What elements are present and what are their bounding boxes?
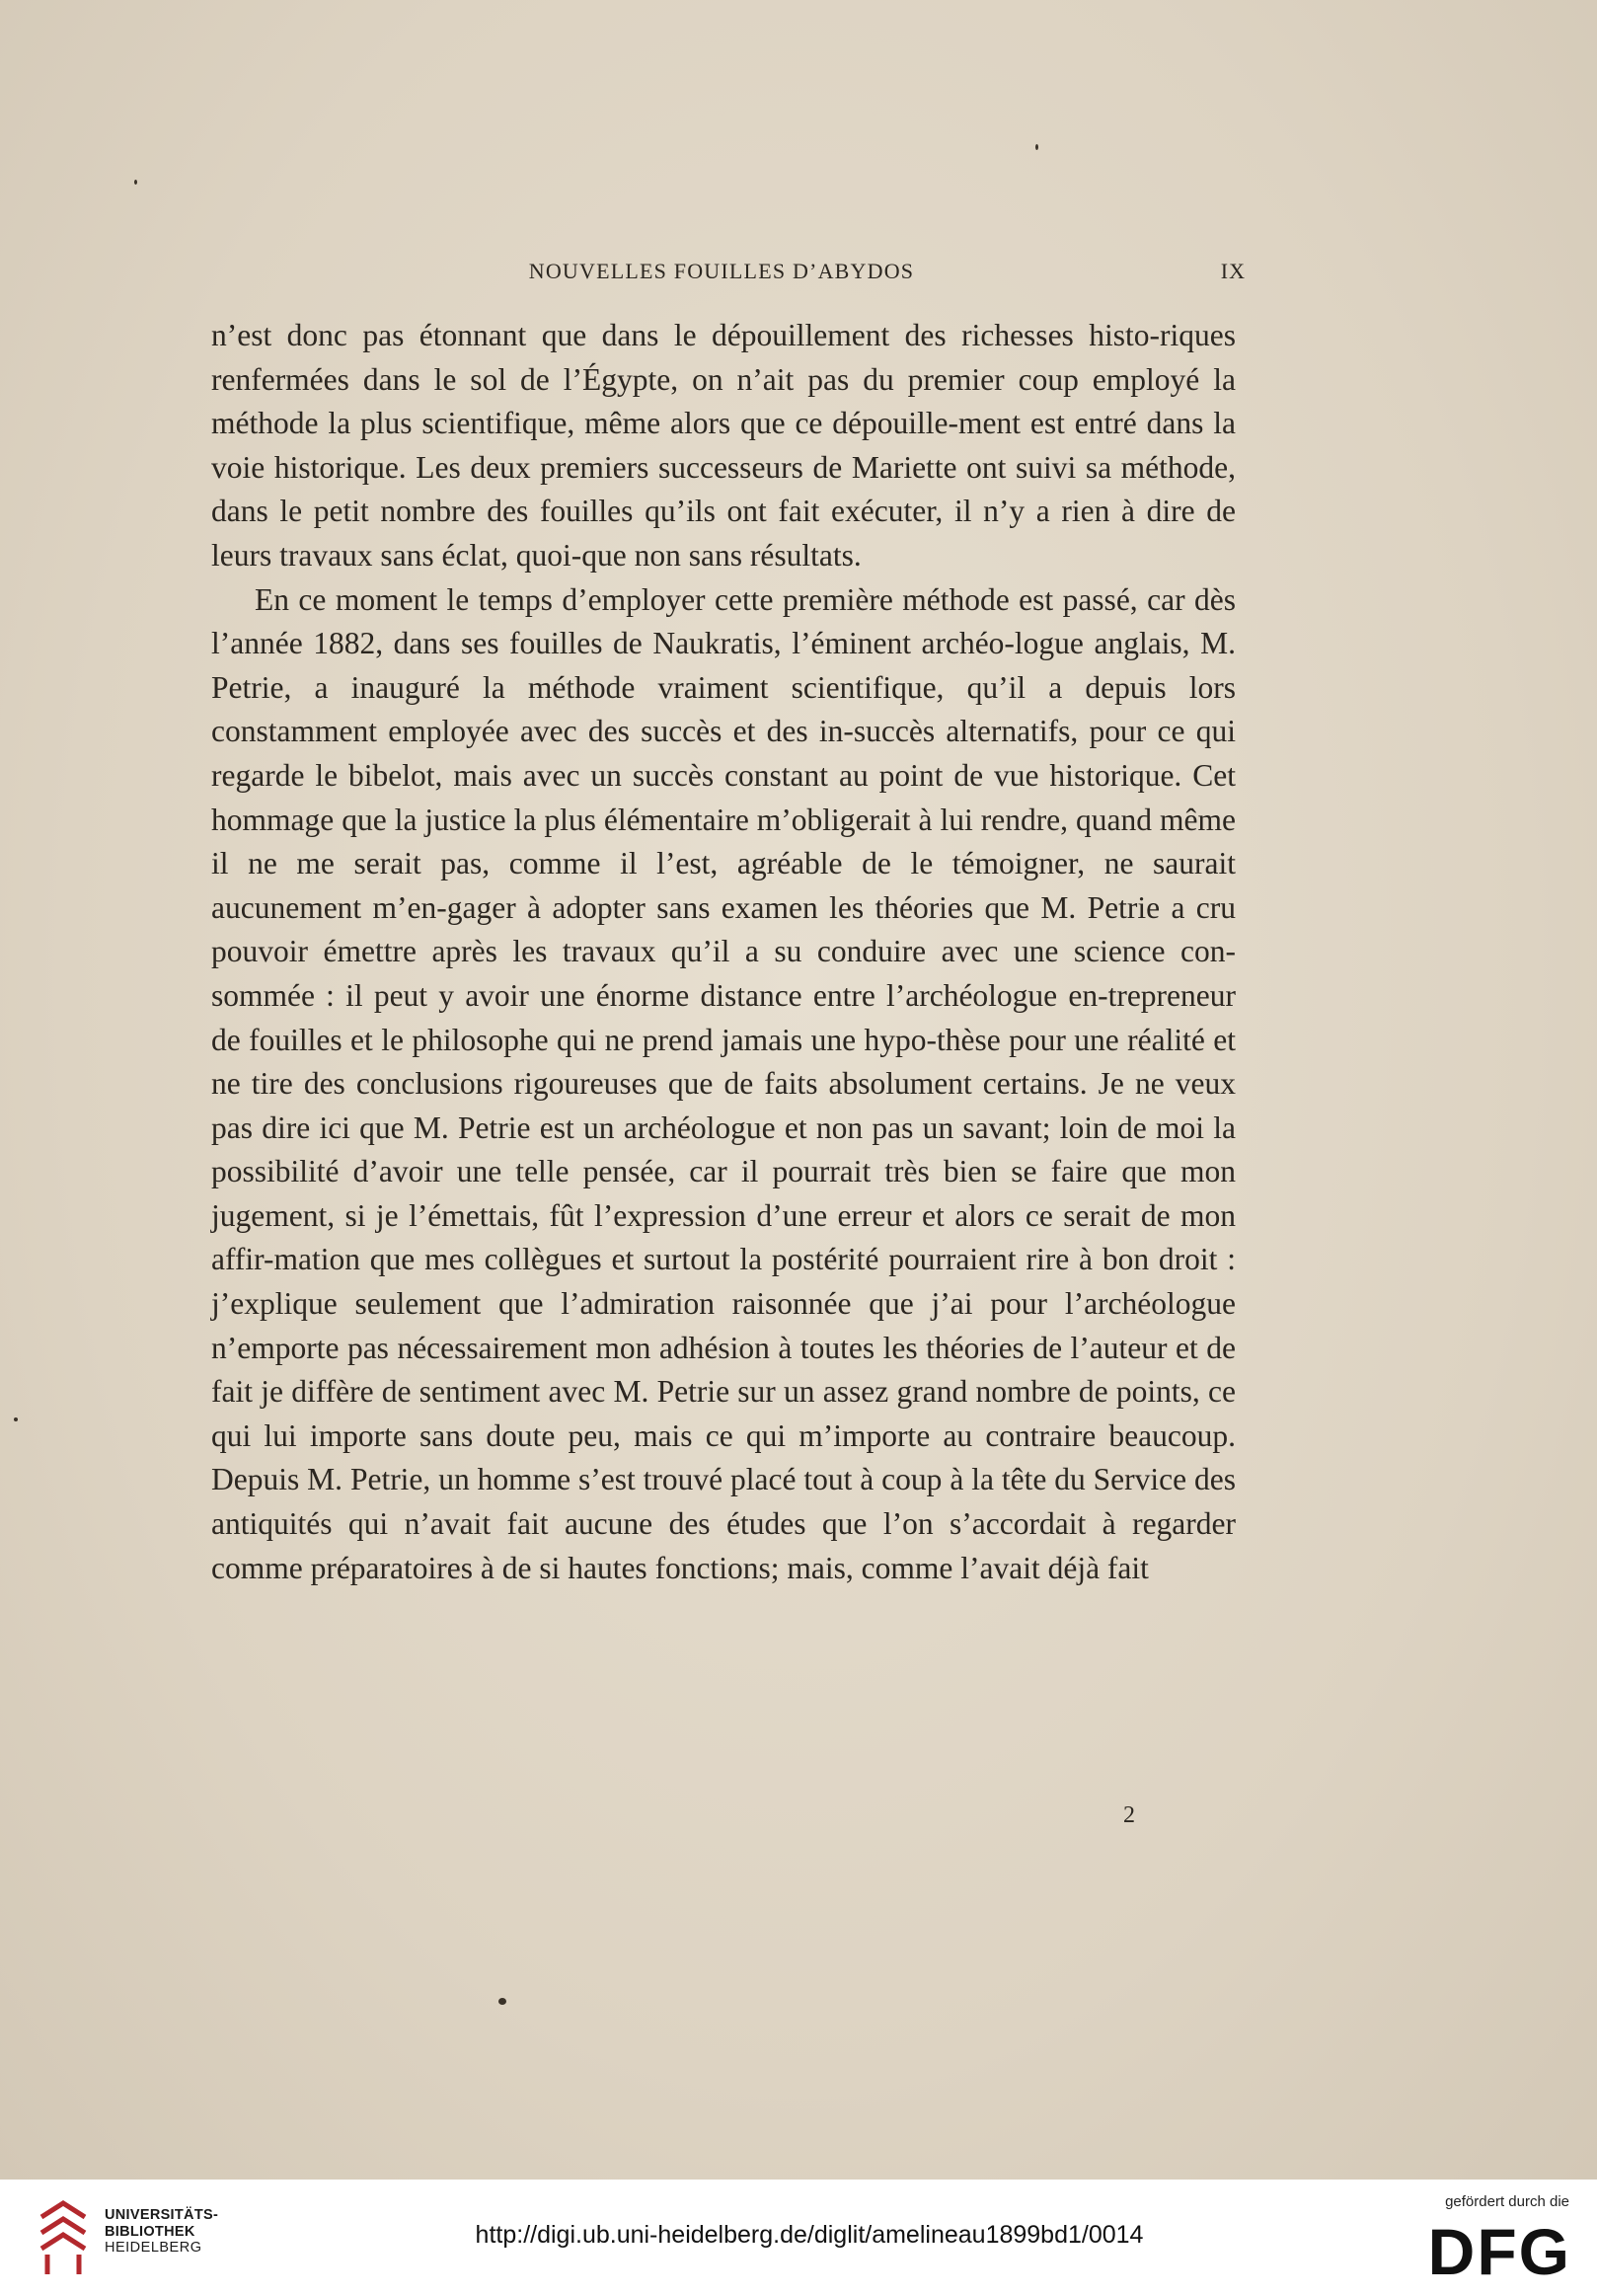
running-title: NOUVELLES FOUILLES D’ABYDOS xyxy=(528,259,915,283)
signature-mark: 2 xyxy=(1123,1802,1135,1828)
paragraph: n’est donc pas étonnant que dans le dépouillement des richesses histo-riques renfermées dans le sol de l’Égypte, on n’ait pas du premier coup employé la méthode la plus scientifique, même alors que ce dépouille-ment est entré dans la voie historique. Les deux premiers successeurs de Mariette ont suivi sa méthode, dans le petit nombre des fouilles qu’ils ont fait exécuter, il n’y a rien à dire de leurs travaux sans éclat, quoi-que non sans résultats. xyxy=(211,318,1236,573)
ink-speck xyxy=(1035,144,1038,150)
permalink-url[interactable]: http://digi.ub.uni-heidelberg.de/diglit/amelineau1899bd1/0014 xyxy=(475,2221,1144,2249)
running-header xyxy=(197,255,1246,290)
library-logo-icon xyxy=(34,2195,93,2278)
dfg-logo: DFG xyxy=(1427,2215,1571,2288)
library-name-line: HEIDELBERG xyxy=(105,2240,202,2256)
library-name-line: UNIVERSITÄTS- xyxy=(105,2207,219,2223)
library-name xyxy=(105,2207,218,2257)
library-name-line: BIBLIOTHEK xyxy=(105,2223,195,2240)
body-text xyxy=(211,314,1236,1590)
folio: IX xyxy=(1220,259,1246,283)
ink-speck xyxy=(14,1417,18,1421)
funded-by-label: gefördert durch die xyxy=(1445,2193,1569,2210)
ink-speck xyxy=(498,1998,506,2005)
ink-speck xyxy=(134,180,137,185)
paragraph: En ce moment le temps d’employer cette première méthode est passé, car dès l’année 1882, dans ses fouilles de Naukratis, l’éminent archéo-logue anglais, M. Petrie, a inauguré la méthode vraiment scientifique, qu’il a depuis lors constamment employée avec des succès et des in-succès alternatifs, pour ce qui regarde le bibelot, mais avec un succès constant au point de vue historique. Cet hommage que la justice la plus élémentaire m’obligerait à lui rendre, quand même il ne me serait pas, comme il l’est, agréable de le témoigner, ne saurait aucunement m’en-gager à adopter sans examen les théories que M. Petrie a cru pouvoir émettre après les travaux qu’il a su conduire avec une science con-sommée : il peut y avoir une énorme distance entre l’archéologue en-trepreneur de fouilles et le philosophe qui ne prend jamais une hypo-thèse pour une réalité et ne tire des conclusions rigoureuses que de faits absolument certains. Je ne veux pas dire ici que M. Petrie est un archéologue et non pas un savant; loin de moi la possibilité d’avoir une telle pensée, car il pourrait très bien se faire que mon jugement, si je l’émettais, fût l’expression d’une erreur et alors ce serait de mon affir-mation que mes collègues et surtout la postérité pourraient rire à bon droit : j’explique seulement que l’admiration raisonnée que j’ai pour l’archéologue n’emporte pas nécessairement mon adhésion à toutes les théories de l’auteur et de fait je diffère de sentiment avec M. Petrie sur un assez grand nombre de points, ce qui lui importe sans doute peu, mais ce qui m’importe au contraire beaucoup. Depuis M. Petrie, un homme s’est trouvé placé tout à coup à la tête du Service des antiquités qui n’avait fait aucune des études que l’on s’accordait à regarder comme préparatoires à de si hautes fonctions; mais, comme l’avait déjà fait xyxy=(211,581,1236,1585)
